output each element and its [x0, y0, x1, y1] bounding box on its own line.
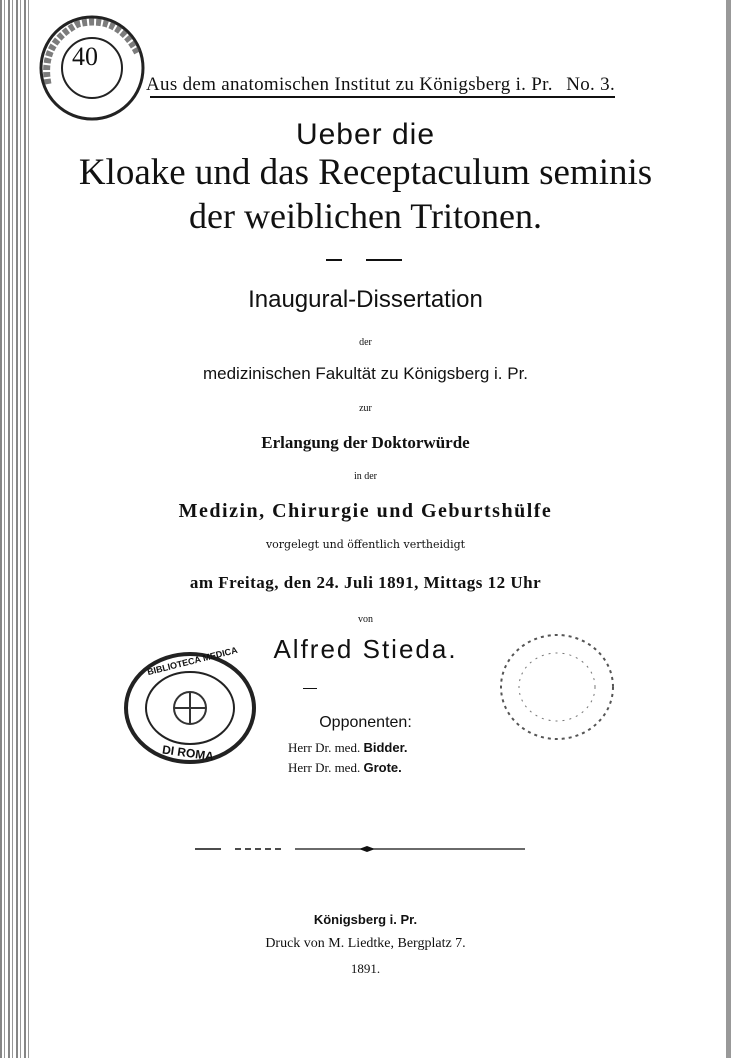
divider-dash-author — [303, 688, 317, 689]
stamp-number: 40 — [72, 42, 98, 71]
dissertation-label: Inaugural-Dissertation — [248, 286, 483, 313]
opponent-2-prefix: Herr Dr. med. — [288, 760, 361, 775]
word-in-der: in der — [353, 471, 378, 482]
faculty-line: medizinischen Fakultät zu Königsberg i. Pr. — [202, 364, 529, 383]
fields-line: Medizin, Chirurgie und Geburtshülfe — [178, 500, 553, 522]
divider-dash-long — [366, 259, 402, 261]
word-von: von — [358, 614, 373, 625]
series-header — [146, 70, 615, 98]
imprint-printer: Druck von M. Liedtke, Bergplatz 7. — [265, 936, 466, 951]
opponent-1-name: Bidder. — [363, 740, 408, 755]
series-header-number: No. 3. — [566, 74, 615, 95]
stamp-ring-text-bottom: DI ROMA — [161, 742, 215, 764]
ornamental-rule — [195, 846, 540, 852]
defended-line: vorgelegt und öffentlich vertheidigt — [265, 538, 466, 551]
title-line-1: Ueber die — [295, 118, 436, 151]
author-name: Alfred Stieda. — [273, 634, 458, 664]
degree-line: Erlangung der Doktorwürde — [261, 433, 470, 452]
opponent-1 — [288, 740, 408, 756]
date-line: am Freitag, den 24. Juli 1891, Mittags 12 Uhr — [189, 573, 542, 592]
opponent-2-name: Grote. — [363, 760, 402, 775]
stamp-ring-text — [38, 14, 39, 15]
library-stamp-top-left — [38, 14, 146, 122]
library-stamp-middle-left — [122, 644, 258, 766]
imprint-year: 1891. — [350, 961, 381, 976]
imprint-place: Königsberg i. Pr. — [313, 912, 418, 927]
opponent-2 — [288, 760, 402, 776]
divider-dash-short — [326, 259, 342, 261]
stamp-ring-text-top: BIBLIOTECA MEDICA — [146, 644, 239, 678]
opponents-heading: Opponenten: — [319, 714, 412, 731]
title-line-2: Kloake und das Receptaculum seminis — [78, 152, 653, 193]
word-zur: zur — [359, 403, 372, 414]
opponent-1-prefix: Herr Dr. med. — [288, 740, 361, 755]
word-der: der — [359, 337, 372, 348]
title-line-3: der weiblichen Tritonen. — [189, 196, 542, 236]
series-header-institute: Aus dem anatomischen Institut zu Königsberg i. Pr. — [146, 74, 553, 95]
